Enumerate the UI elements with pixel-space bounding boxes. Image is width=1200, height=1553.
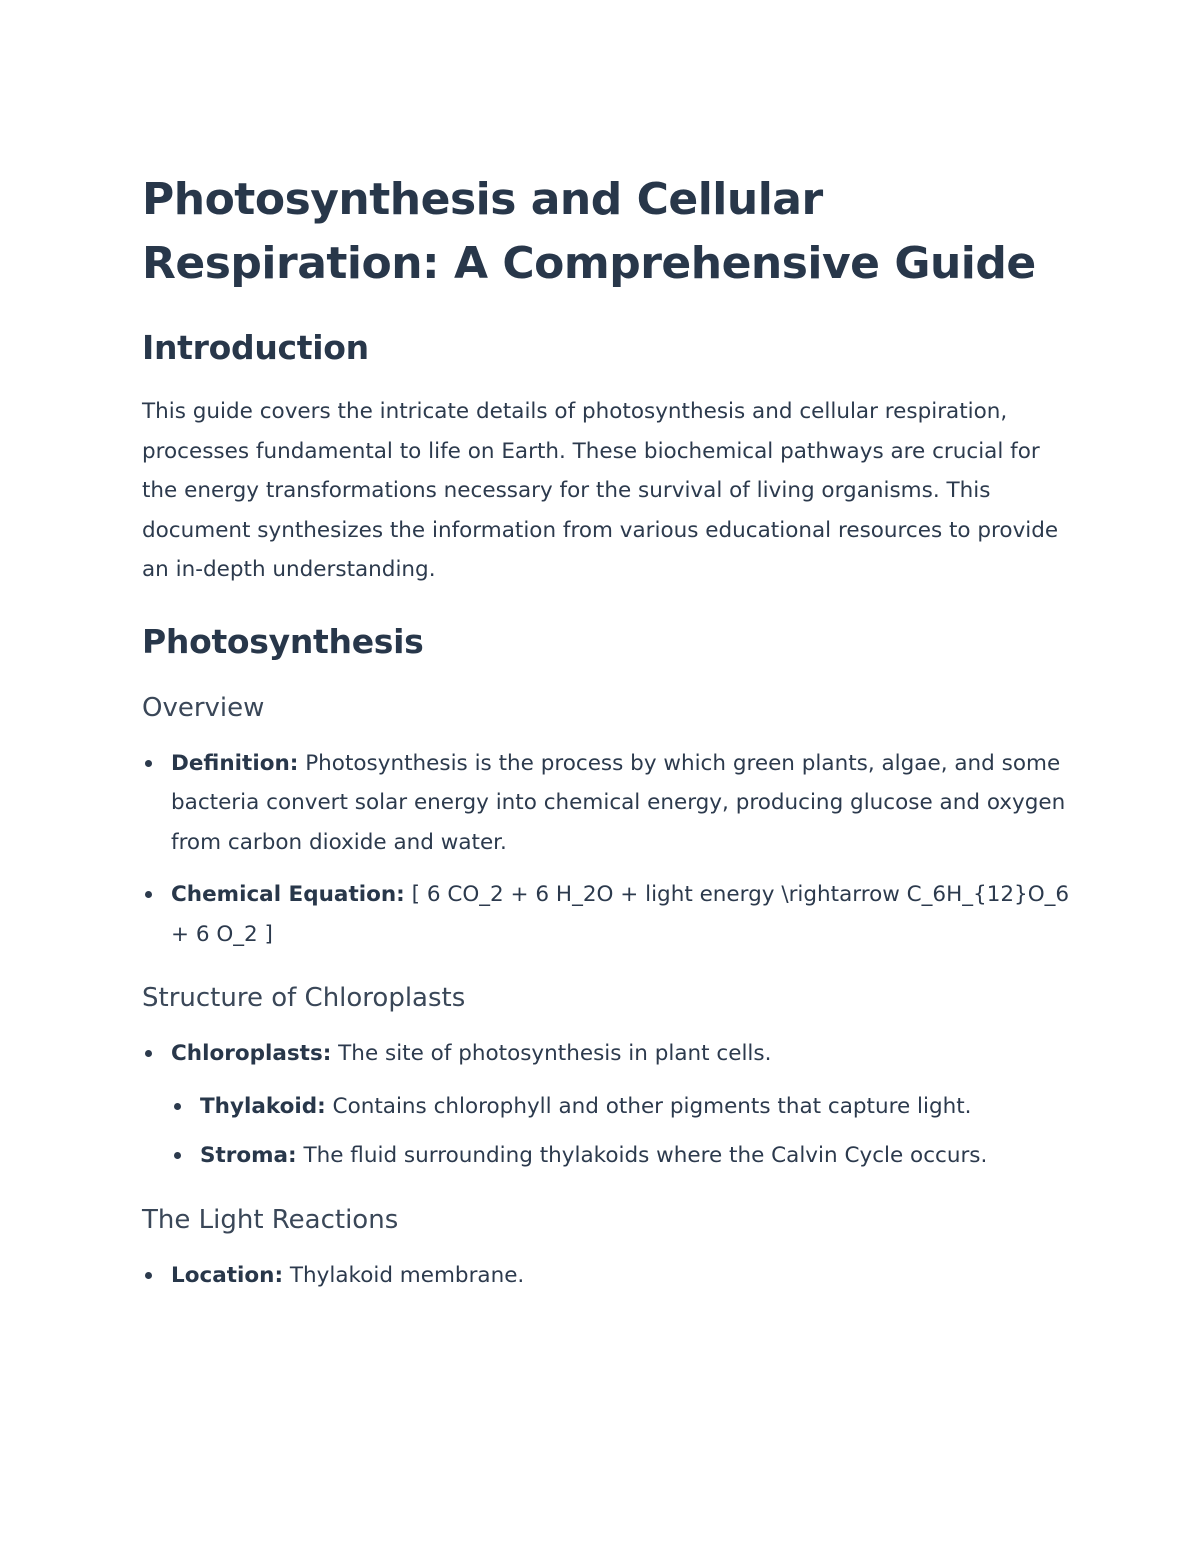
list-item-text: The fluid surrounding thylakoids where the Calvin Cycle occurs. — [296, 1143, 988, 1168]
list-item-thylakoid — [171, 1087, 1072, 1127]
list-item-location — [142, 1256, 1072, 1296]
list-item-text: Thylakoid membrane. — [283, 1262, 525, 1288]
list-item-text: Photosynthesis is the process by which green plants, algae, and some bacteria convert solar energy into chemical energy, producing glucose and oxygen from carbon dioxide and water. — [171, 750, 1066, 855]
document-page — [142, 168, 1072, 1295]
list-item-stroma — [171, 1136, 1072, 1176]
section-heading-photosynthesis: Photosynthesis — [142, 621, 424, 661]
list-item-definition — [142, 744, 1072, 863]
overview-list — [142, 744, 1072, 955]
light-reactions-list — [142, 1256, 1072, 1296]
list-item-term: Thylakoid: — [200, 1093, 326, 1119]
chloroplasts-list — [142, 1034, 1072, 1176]
list-item-term: Location: — [171, 1262, 284, 1288]
document-title: Photosynthesis and Cellular Respiration: A Comprehensive Guide — [142, 174, 1036, 289]
list-item-term: Definition: — [171, 750, 299, 776]
introduction-paragraph: This guide covers the intricate details of photosynthesis and cellular respiration, processes fundamental to life on Earth. These biochemical pathways are crucial for the energy transformations necessary for the survival of living organisms. This document synthesizes the information from various educational resources to provide an in-depth understanding. — [142, 399, 1059, 582]
subsection-heading-light-reactions: The Light Reactions — [142, 1204, 399, 1235]
list-item-text: The site of photosynthesis in plant cells. — [331, 1041, 772, 1066]
list-item-text: [ 6 CO_2 + 6 H_2O + light energy \rightarrow C_6H_{12}O_6 + 6 O_2 ] — [171, 882, 1070, 947]
subsection-heading-overview: Overview — [142, 692, 265, 723]
list-item-term: Chemical Equation: — [171, 882, 405, 907]
subsection-heading-chloroplasts: Structure of Chloroplasts — [142, 983, 466, 1013]
chloroplast-parts-list — [171, 1087, 1072, 1176]
list-item-chloroplasts — [142, 1034, 1072, 1176]
list-item-chemical-equation — [142, 875, 1072, 954]
list-item-text: Contains chlorophyll and other pigments that capture light. — [325, 1093, 972, 1119]
section-heading-introduction: Introduction — [142, 328, 369, 367]
list-item-term: Stroma: — [200, 1143, 297, 1168]
list-item-term: Chloroplasts: — [171, 1041, 332, 1066]
